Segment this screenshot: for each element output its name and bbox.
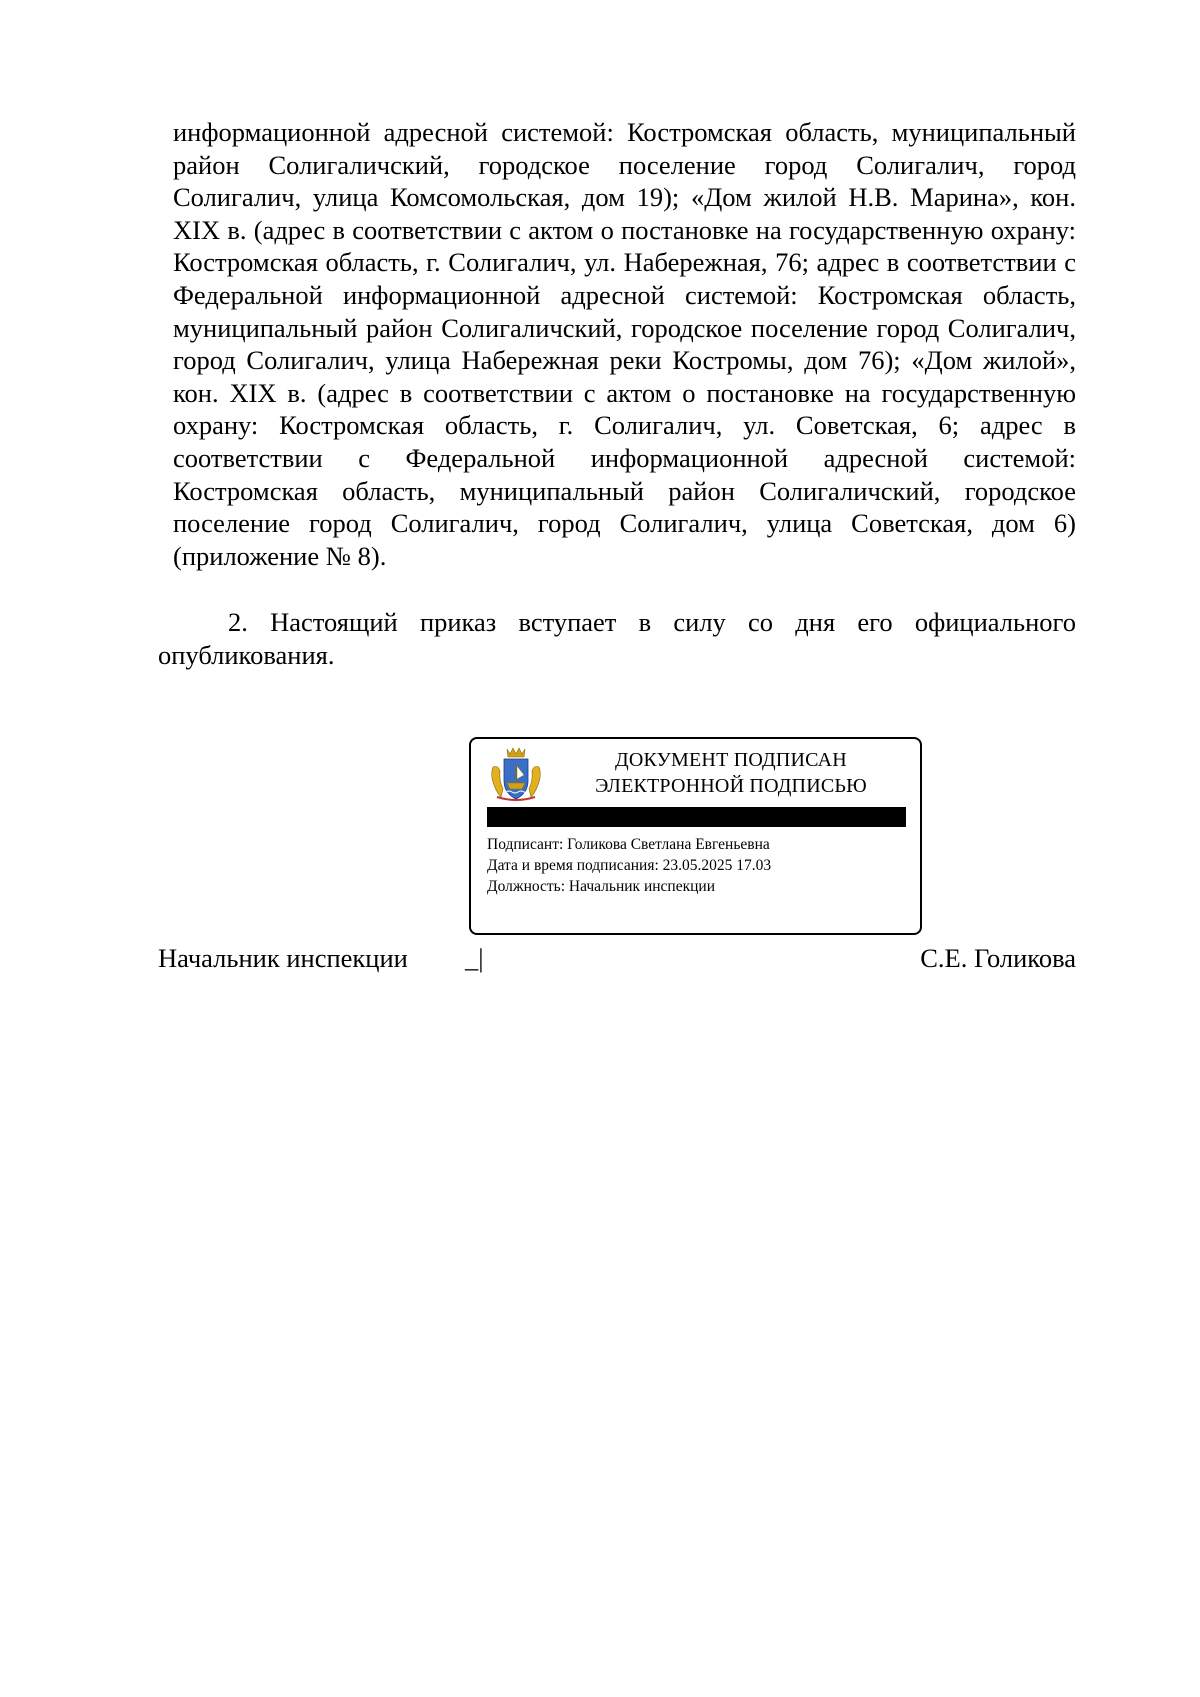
coat-of-arms-icon xyxy=(487,745,545,803)
redacted-certificate-bar xyxy=(487,807,906,827)
body-paragraph-effective-date: 2. Настоящий приказ вступает в силу со дня его официального опубликования. xyxy=(158,607,1076,670)
stamp-position: Должность: Начальник инспекции xyxy=(487,878,716,895)
stamp-title-line-2: ЭЛЕКТРОННОЙ ПОДПИСЬЮ xyxy=(595,775,867,797)
signatory-position: Начальник инспекции xyxy=(158,943,408,973)
body-paragraph-continued: информационной адресной системой: Костромская область, муниципальный район Солигаличский, городское поселение город Солигалич, город Солигалич, улица Комсомольская, дом 19); «Дом жилой Н.В. Марина», кон. XIX в. (адрес в соответствии с актом о постановке на государственную охрану: Костромская область, г. Солигалич, ул. Набережная, 76; адрес в соответствии с Федеральной информационной адресной системой: Костромская область, муниципальный район Солигаличский, городское поселение город Солигалич, город Солигалич, улица Набережная реки Костромы, дом 76); «Дом жилой», кон. XIX в. (адрес в соответствии с актом о постановке на государственную охрану: Костромская область, г. Солигалич, ул. Советская, 6; адрес в соответствии с Федеральной информационной адресной системой: Костромская область, муниципальный район Солигаличский, городское поселение город Солигалич, город Солигалич, улица Советская, дом 6) (приложение № 8). xyxy=(173,117,1076,571)
signatory-name: С.Е. Голикова xyxy=(920,943,1076,973)
stamp-datetime: Дата и время подписания: 23.05.2025 17.03 xyxy=(487,857,772,874)
electronic-signature-stamp xyxy=(469,737,922,935)
stamp-details xyxy=(487,834,771,897)
signature-mark: _| xyxy=(465,943,484,973)
stamp-signer: Подписант: Голикова Светлана Евгеньевна xyxy=(487,836,770,853)
stamp-title xyxy=(581,747,881,799)
stamp-title-line-1: ДОКУМЕНТ ПОДПИСАН xyxy=(615,749,847,771)
